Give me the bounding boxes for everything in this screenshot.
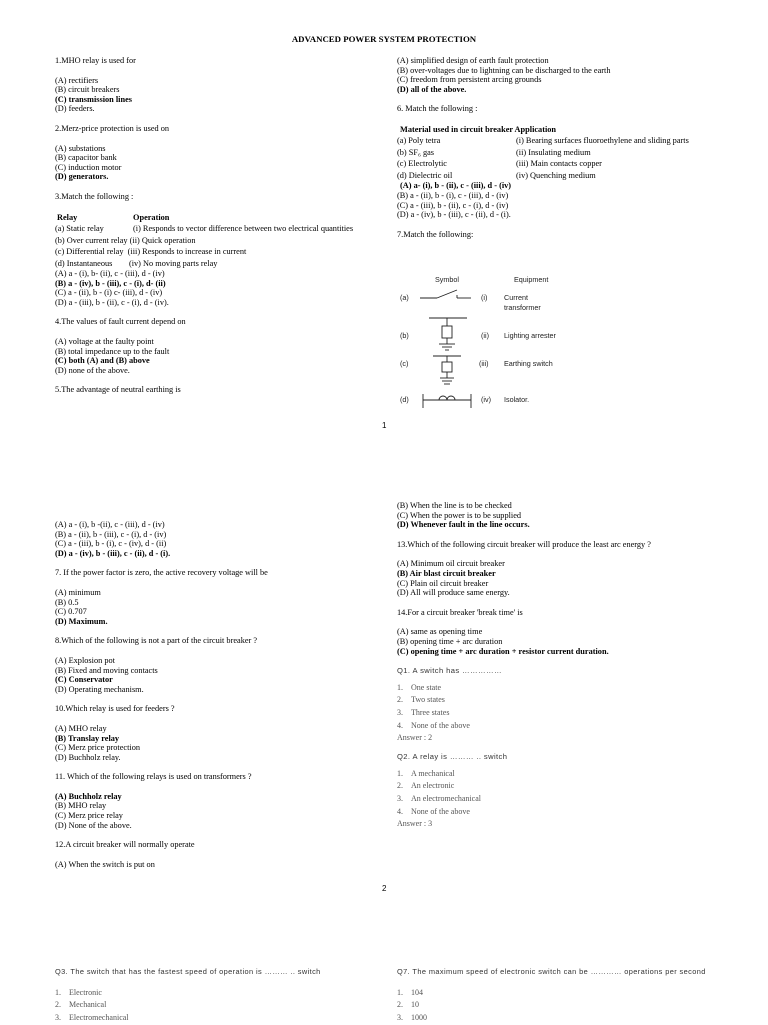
fig-equipment-4: Isolator.: [504, 395, 530, 404]
fig-equipment-3: Earthing switch: [504, 359, 553, 368]
q7-option-d: (D) a - (iv), b - (iii), c - (ii), d - (i).: [55, 548, 171, 558]
q8-option-b: (B) Fixed and moving contacts: [55, 665, 158, 675]
q7-symbol-figure: [395, 268, 585, 418]
q3-row-b: (b) Over current relay (ii) Quick operation: [55, 235, 196, 245]
q3-option-b: (B) a - (iv), b - (iii), c - (i), d- (ii): [55, 278, 166, 288]
q5-option-d: (D) all of the above.: [397, 84, 467, 94]
q7b-option-c: (C) 0.707: [55, 607, 87, 617]
q7-option-a: (A) a - (i), b -(ii), c - (iii), d - (iv): [55, 520, 165, 529]
q6-option-d: (D) a - (iv), b - (iii), c - (ii), d - (i).: [397, 210, 511, 220]
q3-option-2: 2. Mechanical: [55, 1000, 107, 1010]
qa1-answer: Answer : 2: [397, 732, 433, 742]
question-q1: Q1. A switch has ……………: [397, 666, 503, 676]
qa2-option-2: 2. An electronic: [397, 781, 455, 791]
q1-option-b: (B) circuit breakers: [55, 85, 120, 95]
q6-row-a-right: (i) Bearing surfaces fluoroethylene and sliding parts: [516, 136, 689, 146]
q7b-option-b: (B) 0.5: [55, 597, 79, 607]
fig-num-iii: (iii): [479, 359, 489, 368]
question-q7: Q7. The maximum speed of electronic switch can be ………… operations per second: [397, 967, 706, 976]
arrester-symbol: [429, 318, 467, 350]
qa1-option-4: 4. None of the above: [397, 720, 470, 730]
q5-option-a: (A) simplified design of earth fault protection: [397, 56, 549, 65]
qa1-options: [397, 682, 737, 733]
q10-option-d: (D) Buchholz relay.: [55, 752, 121, 762]
question-q2: Q2. A relay is ……… .. switch: [397, 752, 508, 762]
q11-option-a: (A) Buchholz relay: [55, 791, 122, 801]
question-7: 7.Match the following:: [397, 229, 474, 239]
q3-row-a-left: (a) Static relay: [55, 224, 104, 234]
q1-option-c: (C) transmission lines: [55, 94, 132, 104]
fig-head-equipment: Equipment: [514, 275, 549, 284]
qa2-option-3: 3. An electromechanical: [397, 794, 481, 804]
question-12: 12.A circuit breaker will normally operate: [55, 840, 195, 850]
q6-option-c: (C) a - (iii), b - (ii), c - (i), d - (iv): [397, 200, 509, 210]
fig-head-symbol: Symbol: [435, 275, 459, 284]
earthing-switch-symbol: [433, 356, 461, 384]
page-number-2: 2: [382, 884, 387, 893]
fig-equipment-2: Lighting arrester: [504, 331, 556, 340]
q14-option-c: (C) opening time + arc duration + resistor current duration.: [397, 646, 609, 656]
q11-option-d: (D) None of the above.: [55, 820, 132, 830]
q12-option-c: (C) When the power is to be supplied: [397, 510, 522, 520]
page2-right-column: [397, 501, 737, 828]
isolator-switch-symbol: [420, 290, 471, 298]
q7b-option-a: (A) minimum: [55, 587, 101, 597]
current-transformer-symbol: [423, 394, 471, 408]
q2-option-b: (B) capacitor bank: [55, 153, 117, 163]
question-13: 13.Which of the following circuit breaker will produce the least arc energy ?: [397, 539, 651, 549]
q2-option-a: (A) substations: [55, 143, 106, 153]
q3-row-c: (c) Differential relay (iii) Responds to increase in current: [55, 247, 247, 257]
qa2-answer: Answer : 3: [397, 818, 433, 828]
question-q3: Q3. The switch that has the fastest speed of operation is ……… .. switch: [55, 967, 321, 976]
q8-option-d: (D) Operating mechanism.: [55, 684, 144, 694]
qa2-option-1: 1. A mechanical: [397, 768, 455, 778]
q10-option-a: (A) MHO relay: [55, 723, 107, 733]
fig-num-iv: (iv): [481, 395, 491, 404]
q7-option-c: (C) a - (iii), b - (i), c - (iv), d - (ii): [55, 539, 167, 549]
fig-equipment-1-line1: Current: [504, 293, 528, 302]
q7b-option-d: (D) Maximum.: [55, 616, 108, 626]
question-7b: 7. If the power factor is zero, the active recovery voltage will be: [55, 568, 268, 578]
fig-label-c: (c): [400, 359, 409, 368]
q6-head: Material used in circuit breaker Application: [400, 124, 557, 134]
q8-option-a: (A) Explosion pot: [55, 655, 115, 665]
q3-option-c: (C) a - (ii), b - (i) c- (iii), d - (iv): [55, 288, 163, 298]
q5-option-c: (C) freedom from persistent arcing grounds: [397, 75, 542, 85]
page1-left-column: [55, 56, 375, 395]
q13-option-c: (C) Plain oil circuit breaker: [397, 578, 489, 588]
question-14: 14.For a circuit breaker 'break time' is: [397, 607, 523, 617]
q1-option-a: (A) rectifiers: [55, 75, 99, 85]
q12-option-b: (B) When the line is to be checked: [397, 501, 512, 510]
q3-row-a-right: (i) Responds to vector difference between two electrical quantities: [133, 224, 354, 234]
q8-option-c: (C) Conservator: [55, 675, 113, 685]
page1-right-column: [397, 56, 737, 239]
q6-row-b-left: (b) SF₆ gas: [397, 147, 435, 157]
q13-option-d: (D) All will produce same energy.: [397, 588, 510, 598]
q11-option-b: (B) MHO relay: [55, 801, 107, 811]
q6-row-d-left: (d) Dielectric oil: [397, 170, 453, 180]
page2-left-column: [55, 520, 375, 869]
document-title: ADVANCED POWER SYSTEM PROTECTION: [291, 34, 477, 44]
question-8: 8.Which of the following is not a part of the circuit breaker ?: [55, 636, 258, 646]
q7-option-3: 3. 1000: [397, 1013, 427, 1022]
qa1-option-3: 3. Three states: [397, 708, 450, 718]
question-4: 4.The values of fault current depend on: [55, 317, 186, 327]
fig-equipment-1-line2: transformer: [504, 303, 541, 312]
q7-option-1: 1. 104: [397, 987, 423, 997]
q2-option-c: (C) induction motor: [55, 162, 122, 172]
question-5: 5.The advantage of neutral earthing is: [55, 385, 181, 395]
q14-option-a: (A) same as opening time: [397, 627, 483, 637]
qa1-option-1: 1. One state: [397, 682, 441, 692]
q10-option-c: (C) Merz price protection: [55, 743, 141, 753]
q7-option-2: 2. 10: [397, 1000, 419, 1010]
q3-options: [55, 987, 375, 1025]
q7-option-b: (B) a - (ii), b - (iii), c - (i), d - (iv): [55, 529, 167, 539]
fig-label-b: (b): [400, 331, 409, 340]
question-6: 6. Match the following :: [397, 104, 478, 114]
q3-match-table: [55, 212, 353, 235]
q6-row-c-right: (iii) Main contacts copper: [516, 159, 602, 169]
q6-option-a: (A) a- (i), b - (ii), c - (iii), d - (iv): [400, 181, 512, 191]
question-1: 1.MHO relay is used for: [55, 56, 136, 65]
qa2-options: [397, 768, 737, 819]
q1-option-d: (D) feeders.: [55, 104, 95, 114]
page3-right-column: [397, 967, 737, 1025]
q12-option-d: (D) Whenever fault in the line occurs.: [397, 520, 530, 530]
page3-left-column: [55, 967, 375, 1025]
q3-row-d: (d) Instantaneous (iv) No moving parts relay: [55, 258, 218, 268]
q4-option-d: (D) none of the above.: [55, 365, 130, 375]
q6-row-b-right: (ii) Insulating medium: [516, 147, 591, 157]
q6-row-a-left: (a) Poly tetra: [397, 136, 441, 146]
qa2-option-4: 4. None of the above: [397, 806, 470, 816]
q14-option-b: (B) opening time + arc duration: [397, 636, 503, 646]
q6-row-c-left: (c) Electrolytic: [397, 159, 447, 169]
q6-option-b: (B) a - (ii), b - (i), c - (iii), d - (iv): [397, 191, 509, 201]
q12-option-a: (A) When the switch is put on: [55, 859, 155, 869]
q13-option-b: (B) Air blast circuit breaker: [397, 568, 496, 578]
q6-row-d-right: (iv) Quenching medium: [516, 170, 596, 180]
page-number-1: 1: [382, 421, 387, 430]
q13-option-a: (A) Minimum oil circuit breaker: [397, 559, 505, 569]
q6-match-table: [397, 135, 689, 181]
q3-option-d: (D) a - (iii), b - (ii), c - (i), d - (iv).: [55, 297, 169, 307]
question-11: 11. Which of the following relays is used on transformers ?: [55, 772, 252, 782]
question-3: 3.Match the following :: [55, 191, 134, 201]
q3-option-1: 1. Electronic: [55, 987, 102, 997]
q3-option-a: (A) a - (i), b- (ii), c - (iii), d - (iv): [55, 269, 165, 279]
q11-option-c: (C) Merz price relay: [55, 811, 123, 821]
question-10: 10.Which relay is used for feeders ?: [55, 704, 175, 714]
fig-label-a: (a): [400, 293, 409, 302]
q5-option-b: (B) over-voltages due to lightning can be discharged to the earth: [397, 65, 611, 75]
q3-head-relay: Relay: [57, 212, 78, 222]
qa1-option-2: 2. Two states: [397, 695, 445, 705]
fig-num-ii: (ii): [481, 331, 489, 340]
question-2: 2.Merz-price protection is used on: [55, 123, 170, 133]
q4-option-c: (C) both (A) and (B) above: [55, 356, 150, 366]
q3-head-operation: Operation: [133, 212, 170, 222]
fig-label-d: (d): [400, 395, 409, 404]
q4-option-a: (A) voltage at the faulty point: [55, 337, 154, 346]
q2-option-d: (D) generators.: [55, 172, 109, 182]
q10-option-b: (B) Translay relay: [55, 733, 120, 743]
q4-option-b: (B) total impedance up to the fault: [55, 346, 170, 356]
q7-options: [397, 987, 737, 1025]
q3-option-3: 3. Electromechanical: [55, 1013, 129, 1022]
fig-num-i: (i): [481, 293, 488, 302]
